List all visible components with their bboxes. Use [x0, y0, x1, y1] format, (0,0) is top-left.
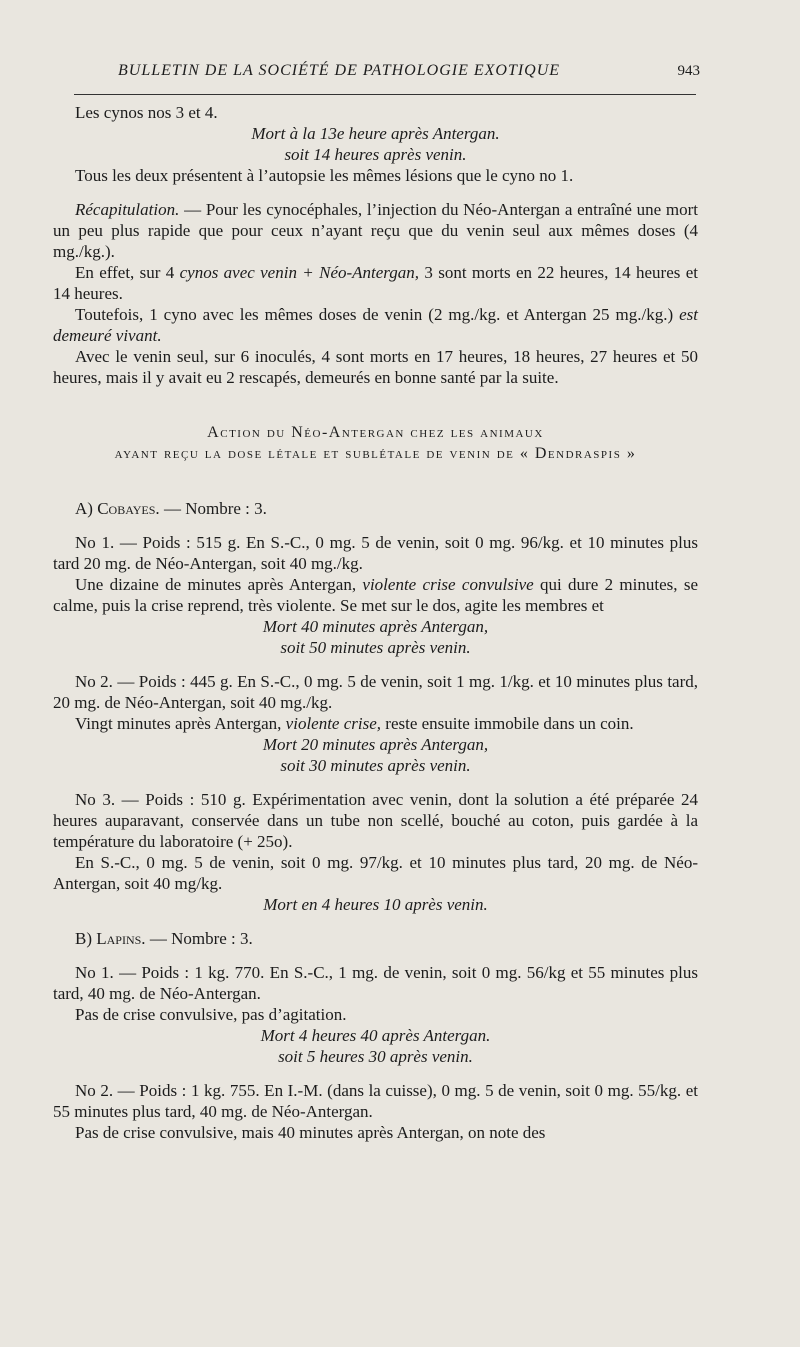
- paragraph: No 2. — Poids : 445 g. En S.-C., 0 mg. 5 de venin, soit 1 mg. 1/kg. et 10 minutes plus tard, 20 mg. de Néo-Antergan, soit 40 mg./kg.: [53, 672, 698, 712]
- paragraph: No 1. — Poids : 515 g. En S.-C., 0 mg. 5 de venin, soit 0 mg. 96/kg. et 10 minutes plus tard 20 mg. de Néo-Antergan, soit 40 mg./kg.: [53, 533, 698, 573]
- paragraph: No 2. — Poids : 1 kg. 755. En I.-M. (dans la cuisse), 0 mg. 5 de venin, soit 0 mg. 55/kg. et 55 minutes plus tard, 40 mg. de Néo-Antergan.: [53, 1081, 698, 1121]
- paragraph: Tous les deux présentent à l’autopsie les mêmes lésions que le cyno no 1.: [75, 166, 574, 185]
- centered-line: Mort 4 heures 40 après Antergan.: [260, 1026, 491, 1045]
- paragraph: Une dizaine de minutes après Antergan, violente crise convulsive qui dure 2 minutes, se calme, puis la crise reprend, très violente. Se met sur le dos, agite les membres et: [53, 575, 699, 615]
- paragraph: Pas de crise convulsive, pas d’agitation.: [75, 1005, 347, 1024]
- centered-line: Mort à la 13e heure après Antergan.: [251, 124, 500, 143]
- paragraph: Avec le venin seul, sur 6 inoculés, 4 sont morts en 17 heures, 18 heures, 27 heures et 50 heures, mais il y avait eu 2 rescapés, demeurés en bonne santé par la suite.: [53, 347, 698, 387]
- subsection-heading: B) Lapins. — Nombre : 3.: [75, 929, 253, 948]
- page-number: 943: [677, 63, 700, 79]
- recap-paragraph: Récapitulation. — Pour les cynocéphales, l’injection du Néo-Antergan a entraîné une mort un peu plus rapide que pour ceux n’ayant reçu que du venin seul aux mêmes doses (4 mg./kg.).: [53, 200, 698, 261]
- section-heading: Action du Néo-Antergan chez les animaux: [207, 424, 544, 441]
- centered-line: soit 50 minutes après venin.: [280, 638, 471, 657]
- subsection-heading: A) Cobayes. — Nombre : 3.: [75, 499, 267, 518]
- journal-title: BULLETIN DE LA SOCIÉTÉ DE PATHOLOGIE EXOTIQUE: [118, 62, 561, 79]
- centered-line: Mort 20 minutes après Antergan,: [262, 735, 489, 754]
- centered-line: soit 14 heures après venin.: [284, 145, 467, 164]
- paragraph: En effet, sur 4 cynos avec venin + Néo-Antergan, 3 sont morts en 22 heures, 14 heures et 14 heures.: [53, 263, 698, 303]
- header-rule: [74, 94, 696, 95]
- paragraph: No 1. — Poids : 1 kg. 770. En S.-C., 1 mg. de venin, soit 0 mg. 56/kg et 55 minutes plus tard, 40 mg. de Néo-Antergan.: [53, 963, 698, 1003]
- paragraph: Pas de crise convulsive, mais 40 minutes après Antergan, on note des: [75, 1123, 546, 1142]
- centered-line: Mort 40 minutes après Antergan,: [262, 617, 489, 636]
- paragraph: Toutefois, 1 cyno avec les mêmes doses de venin (2 mg./kg. et Antergan 25 mg./kg.) est demeuré vivant.: [53, 305, 698, 345]
- running-header: [118, 62, 700, 80]
- paragraph: Les cynos nos 3 et 4.: [75, 103, 218, 122]
- recap-label: Récapitulation.: [75, 200, 180, 219]
- centered-line: Mort en 4 heures 10 après venin.: [263, 895, 488, 914]
- centered-line: soit 30 minutes après venin.: [280, 756, 471, 775]
- centered-line: soit 5 heures 30 après venin.: [278, 1047, 473, 1066]
- page-body: [53, 102, 698, 1143]
- paragraph: En S.-C., 0 mg. 5 de venin, soit 0 mg. 97/kg. et 10 minutes plus tard, 20 mg. de Néo-Antergan, soit 40 mg/kg.: [53, 853, 698, 893]
- paragraph: Vingt minutes après Antergan, violente crise, reste ensuite immobile dans un coin.: [75, 714, 634, 733]
- paragraph: No 3. — Poids : 510 g. Expérimentation avec venin, dont la solution a été préparée 24 heures auparavant, conservée dans un tube non scellé, bouché au coton, puis gardée à la température du laboratoire (+ 25o).: [53, 790, 698, 851]
- section-heading: ayant reçu la dose létale et sublétale de venin de « Dendraspis »: [114, 445, 637, 462]
